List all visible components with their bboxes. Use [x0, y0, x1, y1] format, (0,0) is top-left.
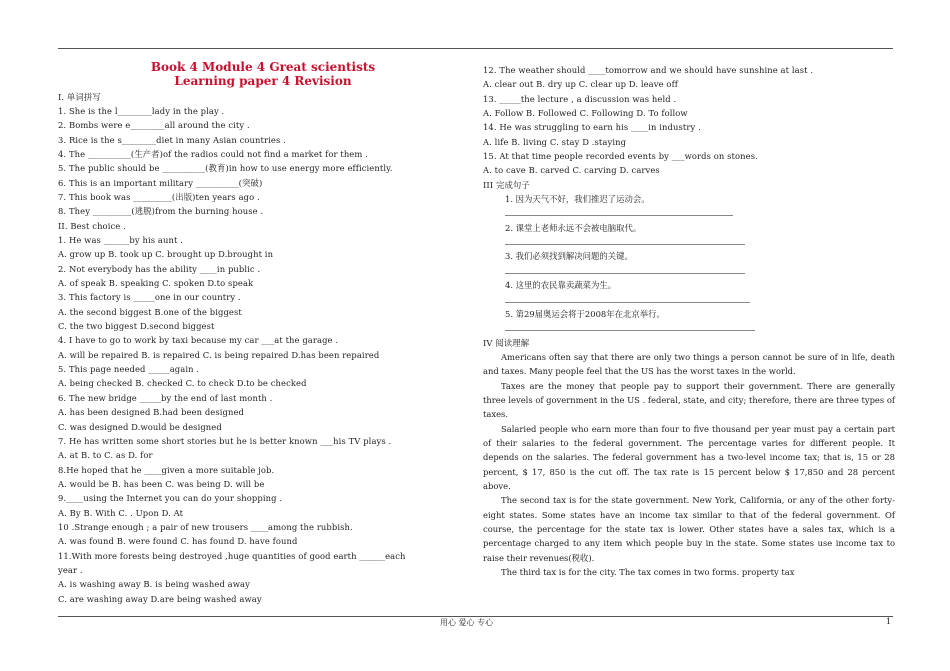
text-line: 15. At that time people recorded events by ___words on stones.	[483, 151, 758, 162]
passage-paragraph: The second tax is for the state government. New York, California, or any of the other forty-eight states. Some states have an income tax similar to that of the federal government. Of course, the percentage for the state tax is lower. Other states have a sales tax, which is a percentage charged to any item which people buy in the state. Some states use income tax to raise their revenues(税收).	[483, 495, 895, 563]
answer-underline	[505, 330, 755, 331]
text-line: 5. The public should be __________(教育)in how to use energy more efficiently.	[58, 163, 393, 174]
translation-prompt: 1. 因为天气不好，我们推迟了运动会。	[505, 194, 650, 205]
top-rule	[58, 48, 893, 49]
text-line: 6. The new bridge _____by the end of last month .	[58, 392, 273, 403]
text-line: I. 单词拼写	[58, 91, 101, 102]
text-line: A. of speak B. speaking C. spoken D.to speak	[58, 278, 254, 289]
passage-paragraph: Americans often say that there are only two things a person cannot be sure of in life, death and taxes. Many people feel that the US has the worst taxes in the world.	[483, 351, 895, 377]
answer-underline	[505, 244, 745, 245]
text-line: A. the second biggest B.one of the biggest	[58, 306, 242, 317]
text-line: A. is washing away B. is being washed away	[58, 579, 250, 590]
answer-line	[483, 321, 895, 335]
text-line: A. being checked B. checked C. to check D.to be checked	[58, 378, 307, 389]
text-line: A. to cave B. carved C. carving D. carves	[483, 165, 660, 176]
paper-title: Book 4 Module 4 Great scientists	[150, 60, 376, 74]
text-line: A. clear out B. dry up C. clear up D. leave off	[483, 79, 678, 90]
text-line: 8. They _________(逃脱)from the burning house .	[58, 206, 264, 217]
text-line: 5. This page needed _____again .	[58, 364, 200, 375]
text-line: III 完成句子	[483, 179, 530, 190]
text-line: year .	[58, 564, 83, 575]
text-line: A. grow up B. took up C. brought up D.brought in	[58, 249, 274, 260]
text-line: A. has been designed B.had been designed	[58, 407, 245, 418]
text-line: A. will be repaired B. is repaired C. is being repaired D.has been repaired	[58, 349, 380, 360]
text-line: 2. Not everybody has the ability ____in public .	[58, 263, 261, 274]
text-line: A. at B. to C. as D. for	[58, 450, 153, 461]
text-line: 10 .Strange enough ; a pair of new trousers ____among the rubbish.	[58, 521, 353, 532]
text-line: A. life B. living C. stay D .staying	[483, 136, 627, 147]
left-column	[58, 60, 468, 606]
text-line: 3. This factory is _____one in our country .	[58, 292, 241, 303]
passage-paragraph: Taxes are the money that people pay to support their government. There are generally three levels of government in the US . federal, state, and city; therefore, there are three types of taxes.	[483, 380, 895, 420]
text-line: 7. This book was _________(出版)ten years ago .	[58, 192, 260, 202]
text-line: II. Best choice .	[58, 220, 126, 231]
translation-prompt: 3. 我们必须找到解决问题的关键。	[505, 251, 633, 262]
left-content	[58, 90, 468, 606]
answer-line	[483, 235, 895, 249]
page-number: 1	[886, 617, 892, 626]
answer-line	[483, 206, 895, 220]
text-line: 9.____using the Internet you can do your shopping .	[58, 493, 283, 504]
translation-prompt: 5. 第29届奥运会将于2008年在北京举行。	[505, 308, 665, 319]
text-line: 3. Rice is the s________diet in many Asian countries .	[58, 134, 286, 145]
answer-line	[483, 293, 895, 307]
right-choices	[483, 63, 895, 192]
right-column	[483, 63, 895, 579]
paper-subtitle: Learning paper 4 Revision	[174, 74, 352, 89]
text-line: C. was designed D.would be designed	[58, 421, 222, 432]
text-line: 4. The __________(生产者)of the radios could not find a market for them .	[58, 148, 368, 159]
text-line: C. are washing away D.are being washed away	[58, 593, 262, 604]
reading-heading: IV 阅读理解	[483, 337, 530, 348]
text-line: 1. He was ______by his aunt .	[58, 235, 183, 246]
text-line: 6. This is an important military __________(突破)	[58, 177, 263, 188]
text-line: 2. Bombs were e________all around the city .	[58, 120, 250, 131]
answer-underline	[505, 273, 745, 274]
passage-paragraph: Salaried people who earn more than four to five thousand per year must pay a certain part of their salaries to the federal government. The percentage varies for different people. It depends on the salaries. The federal government has a two-level income tax; that is, 15 or 28 percent, $ 17, 850 is the cut off. The tax rate is 15 percent below $ 17,850 and 28 percent above.	[483, 423, 895, 491]
text-line: 12. The weather should ____tomorrow and we should have sunshine at last .	[483, 65, 814, 75]
text-line: A. would be B. has been C. was being D. will be	[58, 478, 265, 489]
text-line: A. Follow B. Followed C. Following D. To follow	[483, 108, 688, 119]
text-line: 1. She is the l________lady in the play .	[58, 105, 225, 116]
translation-section	[483, 192, 895, 335]
text-line: 8.He hoped that he ____given a more suitable job.	[58, 464, 275, 475]
text-line: 11.With more forests being destroyed ,huge quantities of good earth ______each	[58, 550, 406, 561]
text-line: A. By B. With C. . Upon D. At	[58, 507, 184, 518]
text-line: 7. He has written some short stories but he is better known ___his TV plays .	[58, 435, 392, 446]
text-line: 13. _____the lecture , a discussion was held .	[483, 93, 677, 104]
text-line: C. the two biggest D.second biggest	[58, 321, 215, 332]
text-line: A. was found B. were found C. has found D. have found	[58, 536, 298, 547]
answer-underline	[505, 215, 733, 216]
passage-paragraph: The third tax is for the city. The tax comes in two forms. property tax	[501, 567, 795, 578]
answer-underline	[505, 302, 750, 303]
reading-passage	[483, 350, 895, 580]
translation-prompt: 2. 课堂上老师永远不会被电脑取代。	[505, 222, 642, 233]
text-line: 4. I have to go to work by taxi because my car ___at the garage .	[58, 335, 339, 346]
translation-prompt: 4. 这里的农民靠卖蔬菜为生。	[505, 280, 617, 291]
text-line: 14. He was struggling to earn his ____in industry .	[483, 122, 701, 133]
answer-line	[483, 264, 895, 278]
footer-slogan: 用心 爱心 专心	[440, 618, 494, 627]
